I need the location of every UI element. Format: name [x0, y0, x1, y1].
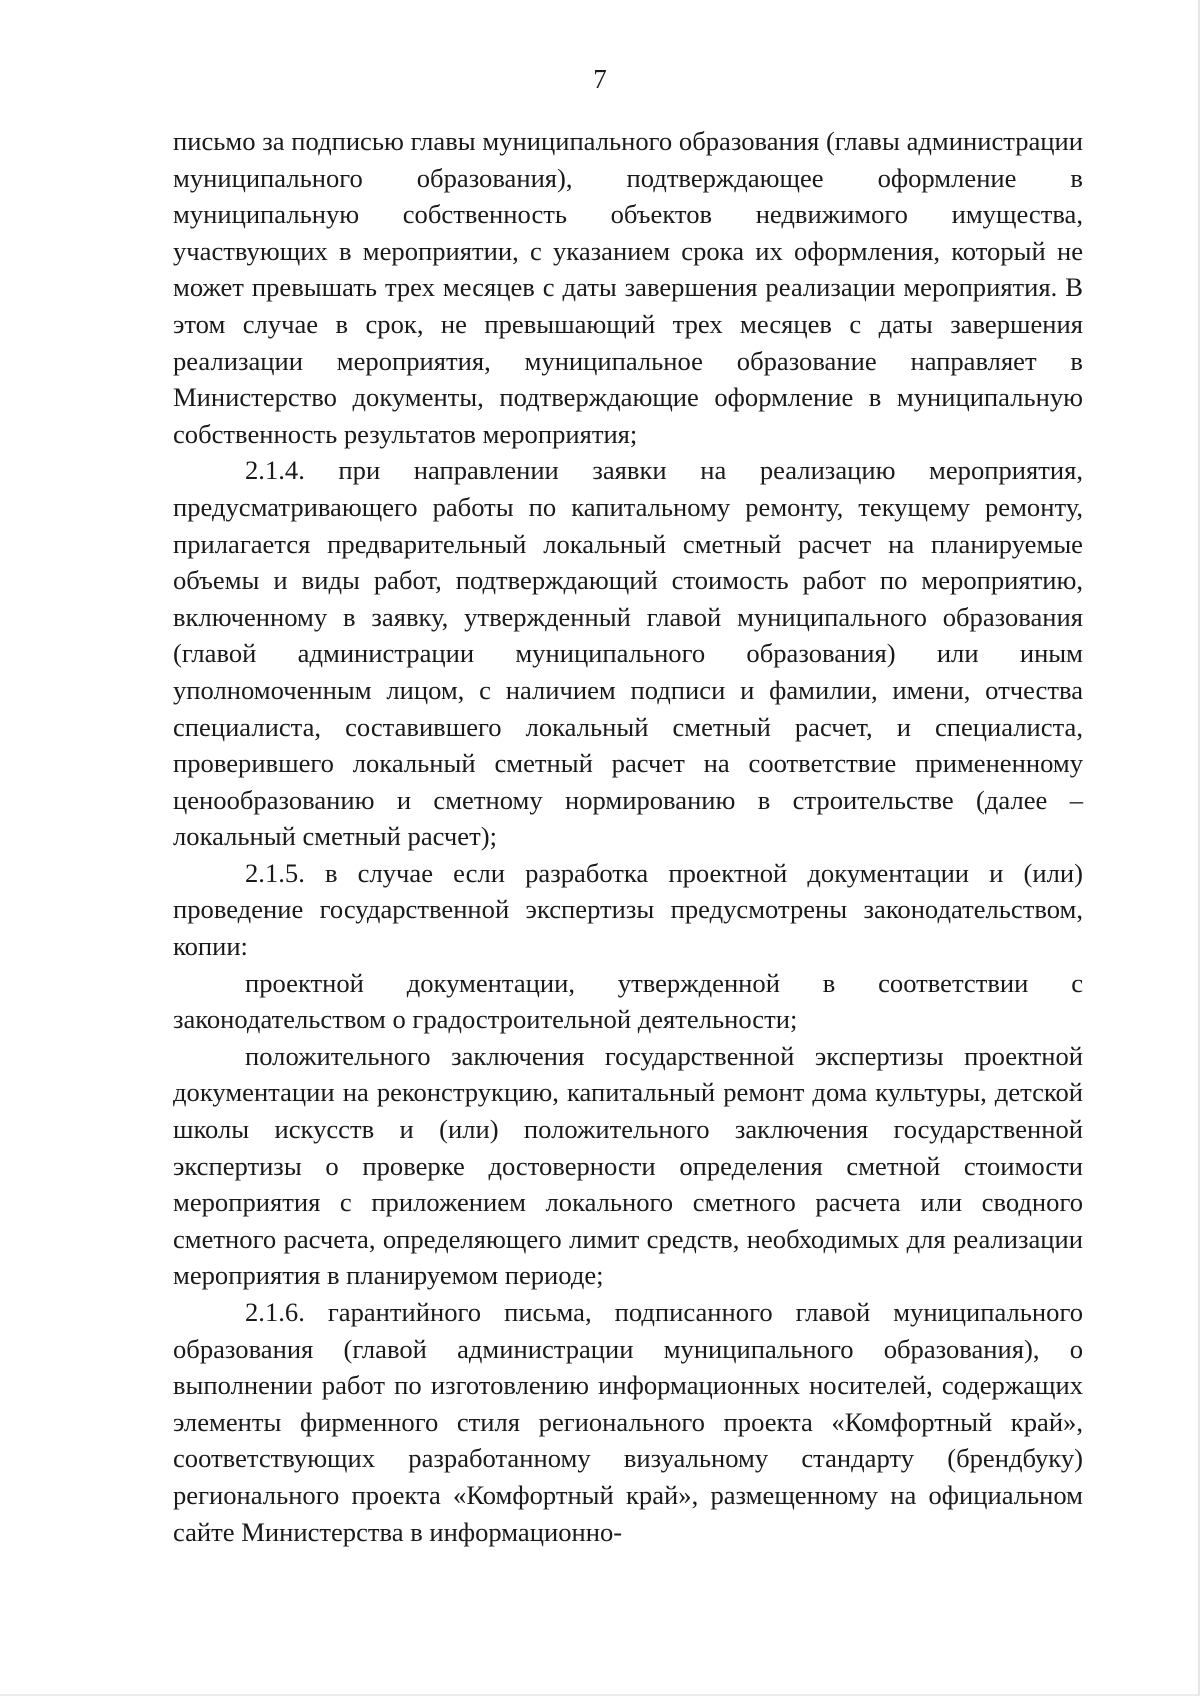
paragraph-project-documentation: проектной документации, утвержденной в соответствии с законодательством о градостроительной деятельности;	[173, 967, 1083, 1035]
paragraph-1: письмо за подписью главы муниципального образования (главы администрации муниципального образования), подтверждающее оформление в муниципальную собственность объектов недвижимого имущества, участвующих в мероприятии, с указанием срока их оформления, который не может превышать трех месяцев с даты завершения реализации мероприятия. В этом случае в срок, не превышающий трех месяцев с даты завершения реализации мероприятия, муниципальное образование направляет в Министерство документы, подтверждающие оформление в муниципальную собственность результатов мероприятия;	[173, 126, 1083, 449]
paragraph-2-1-5: 2.1.5. в случае если разработка проектной документации и (или) проведение государственной экспертизы предусмотрены законодательством, копии:	[173, 857, 1083, 962]
paragraph-2-1-6: 2.1.6. гарантийного письма, подписанного главой муниципального образования (главой администрации муниципального образования), о выполнении работ по изготовлению информационных носителей, содержащих элементы фирменного стиля регионального проекта «Комфортный край», соответствующих разработанному визуальному стандарту (брендбуку) регионального проекта «Комфортный край», размещенному на официальном сайте Министерства в информационно-	[173, 1297, 1083, 1547]
page-number: 7	[593, 64, 607, 94]
paragraph-2-1-4: 2.1.4. при направлении заявки на реализацию мероприятия, предусматривающего работы по капитальному ремонту, текущему ремонту, прилагается предварительный локальный сметный расчет на планируемые объемы и виды работ, подтверждающий стоимость работ по мероприятию, включенному в заявку, утвержденный главой муниципального образования (главой администрации муниципального образования) или иным уполномоченным лицом, с наличием подписи и фамилии, имени, отчества специалиста, составившего локальный сметный расчет, и специалиста, проверившего локальный сметный расчет на соответствие примененному ценообразованию и сметному нормированию в строительстве (далее – локальный сметный расчет);	[173, 455, 1083, 852]
paragraph-positive-conclusion: положительного заключения государственной экспертизы проектной документации на реконструкцию, капитальный ремонт дома культуры, детской школы искусств и (или) положительного заключения государственной экспертизы о проверке достоверности определения сметной стоимости мероприятия с приложением локального сметного расчета или сводного сметного расчета, определяющего лимит средств, необходимых для реализации мероприятия в планируемом периоде;	[173, 1040, 1083, 1291]
document-body	[173, 123, 1083, 1550]
